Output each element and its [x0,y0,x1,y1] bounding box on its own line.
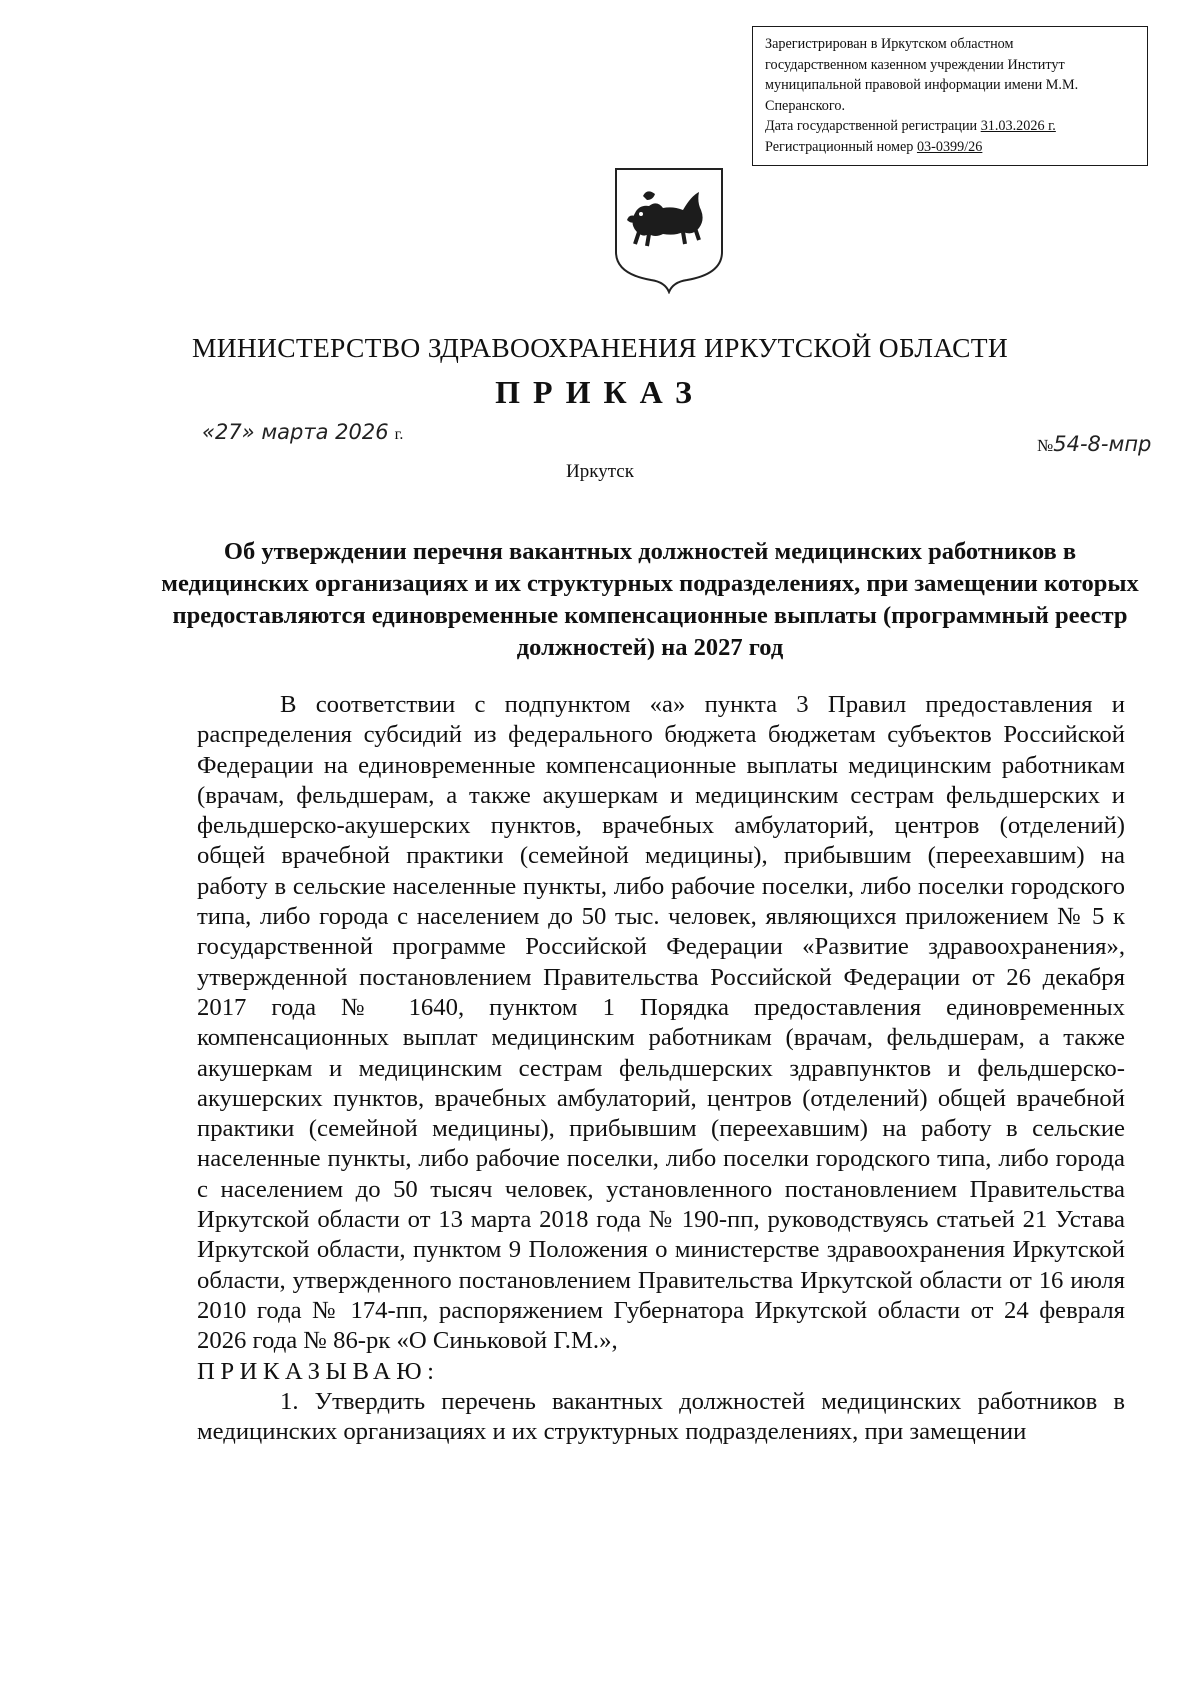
registration-line: Зарегистрирован в Иркутском областном [765,36,1014,52]
document-title: Об утверждении перечня вакантных должностей медицинских работников в медицинских организациях и их структурных подразделениях, при замещении которых предоставляются единовременные компенсационные выплаты (программный реестр должностей) на 2027 год [161,538,1139,661]
registration-date [765,116,1137,137]
registration-line: Сперанского. [765,97,846,114]
order-date [202,420,403,445]
registration-date-label: Дата государственной регистрации [765,118,978,134]
order-word: ПРИКАЗЫВАЮ: [197,1357,440,1385]
order-item-1: 1. Утвердить перечень вакантных должностей медицинских работников в медицинских организациях и их структурных подразделениях, при замещении [197,1387,1125,1446]
registration-number [765,137,1137,158]
registration-number-label: Регистрационный номер [765,138,914,155]
order-number-prefix: № [1037,436,1054,455]
registration-line: государственном казенном учреждении Институт [765,56,1065,73]
registration-line: муниципальной правовой информации имени М.М. [765,77,1079,93]
order-date-suffix: г. [394,426,404,443]
irkutsk-coat-of-arms-icon [613,166,725,294]
registration-number-value: 03-0399/26 [916,138,983,155]
preamble-paragraph: В соответствии с подпунктом «а» пункта 3 Правил предоставления и распределения субсидий из федерального бюджета бюджетам субъектов Российской Федерации на единовременные компенсационные выплаты медицинским работникам (врачам, фельдшерам, а также акушеркам и медицинским сестрам фельдшерских и фельдшерско-акушерских пунктов, врачебных амбулаторий, центров (отделений) общей врачебной практики (семейной медицины), прибывшим (переехавшим) на работу в сельские населенные пункты, либо рабочие поселки, либо поселки городского типа, либо города с населением до 50 тыс. человек, являющихся приложением № 5 к государственной программе Российской Федерации «Развитие здравоохранения», утвержденной постановлением Правительства Российской Федерации от 26 декабря 2017 года № 1640, пунктом 1 Порядка предоставления единовременных компенсационных выплат медицинским работникам (врачам, фельдшерам, а также акушеркам и медицинским сестрам фельдшерских здравпунктов и фельдшерско-акушерских пунктов, врачебных амбулаторий, центров (отделений) общей врачебной практики (семейной медицины), прибывшим (переехавшим) на работу в сельские населенные пункты, либо рабочие поселки, либо поселки городского типа, либо города с населением до 50 тысяч человек, установленного постановлением Правительства Иркутской области от 13 марта 2018 года № 190-пп, руководствуясь статьей 21 Устава Иркутской области, пунктом 9 Положения о министерстве здравоохранения Иркутской области, утвержденного постановлением Правительства Иркутской области от 16 июля 2010 года № 174-пп, распоряжением Губернатора Иркутской области от 24 февраля 2026 года № 86-рк «О Синьковой Г.М.», [197,691,1125,1355]
order-number [1037,432,1151,457]
ministry-name: МИНИСТЕРСТВО ЗДРАВООХРАНЕНИЯ ИРКУТСКОЙ ОБЛАСТИ [191,332,1009,363]
registration-date-value: 31.03.2026 г. [980,118,1056,134]
city: Иркутск [566,461,634,482]
order-date-handwritten: «27» марта 2026 [202,420,389,444]
document-type: ПРИКАЗ [495,374,705,410]
registration-stamp [752,26,1148,166]
document-body [197,690,1125,1447]
order-number-handwritten: 54-8-мпр [1053,432,1152,456]
